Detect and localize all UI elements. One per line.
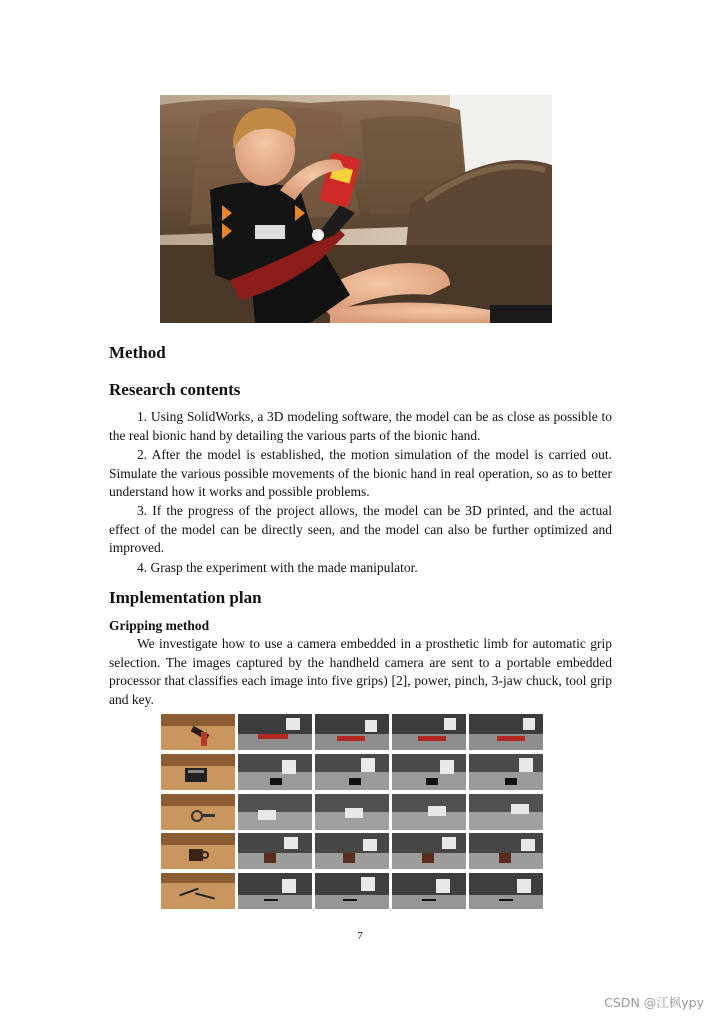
grid-cell-hand-mug-3 [392, 833, 466, 869]
grid-cell-hand-hammer-3 [392, 714, 466, 750]
grid-cell-hand-mug-4 [469, 833, 543, 869]
research-item-4: 4. Grasp the experiment with the made manipulator. [137, 560, 418, 575]
heading-method: Method [109, 343, 166, 362]
grid-cell-object-hammer [161, 714, 235, 750]
grid-cell-hand-hammer-2 [315, 714, 389, 750]
research-item-1: 1. Using SolidWorks, a 3D modeling software, the model can be as close as possible to the real bionic hand by detailing the various parts of the bionic hand. [109, 409, 612, 443]
grid-cell-object-mug [161, 833, 235, 869]
grid-cell-hand-keys-2 [315, 794, 389, 830]
child-bionic-hand-photo [160, 95, 552, 323]
grid-cell-hand-keys-3 [392, 794, 466, 830]
heading-implementation-plan: Implementation plan [109, 588, 262, 607]
grid-cell-hand-calculator-4 [469, 754, 543, 790]
grid-cell-hand-keys-1 [238, 794, 312, 830]
csdn-watermark: CSDN @江枫ypy [604, 995, 704, 1010]
grid-cell-object-calculator [161, 754, 235, 790]
grid-cell-object-pens [161, 873, 235, 909]
grid-cell-hand-mug-1 [238, 833, 312, 869]
grid-cell-hand-calculator-3 [392, 754, 466, 790]
research-item-3: 3. If the progress of the project allows, the model can be 3D printed, and the actual effect of the model can be directly seen, and the model can also be further optimized and improved. [109, 503, 612, 556]
page-number: 7 [357, 930, 363, 942]
grid-cell-hand-mug-2 [315, 833, 389, 869]
grid-cell-hand-calculator-1 [238, 754, 312, 790]
grid-cell-hand-pens-4 [469, 873, 543, 909]
grid-cell-object-keys [161, 794, 235, 830]
grid-cell-hand-pens-3 [392, 873, 466, 909]
grip-experiment-figure [161, 714, 543, 912]
gripping-paragraph: We investigate how to use a camera embedded in a prosthetic limb for automatic grip selection. The images captured by the handheld camera are sent to a portable embedded processor that classifies each image into five grips) [2], power, pinch, 3-jaw chuck, tool grip and key. [109, 636, 612, 708]
grid-cell-hand-calculator-2 [315, 754, 389, 790]
research-item-2: 2. After the model is established, the motion simulation of the model is carried out. Simulate the various possible movements of the bionic hand in real operation, so as to better understand how it works and possible problems. [109, 447, 612, 500]
grid-cell-hand-pens-2 [315, 873, 389, 909]
grid-cell-hand-keys-4 [469, 794, 543, 830]
heading-gripping-method: Gripping method [109, 618, 210, 633]
grid-cell-hand-hammer-4 [469, 714, 543, 750]
grid-cell-hand-hammer-1 [238, 714, 312, 750]
heading-research-contents: Research contents [109, 380, 241, 399]
grid-cell-hand-pens-1 [238, 873, 312, 909]
